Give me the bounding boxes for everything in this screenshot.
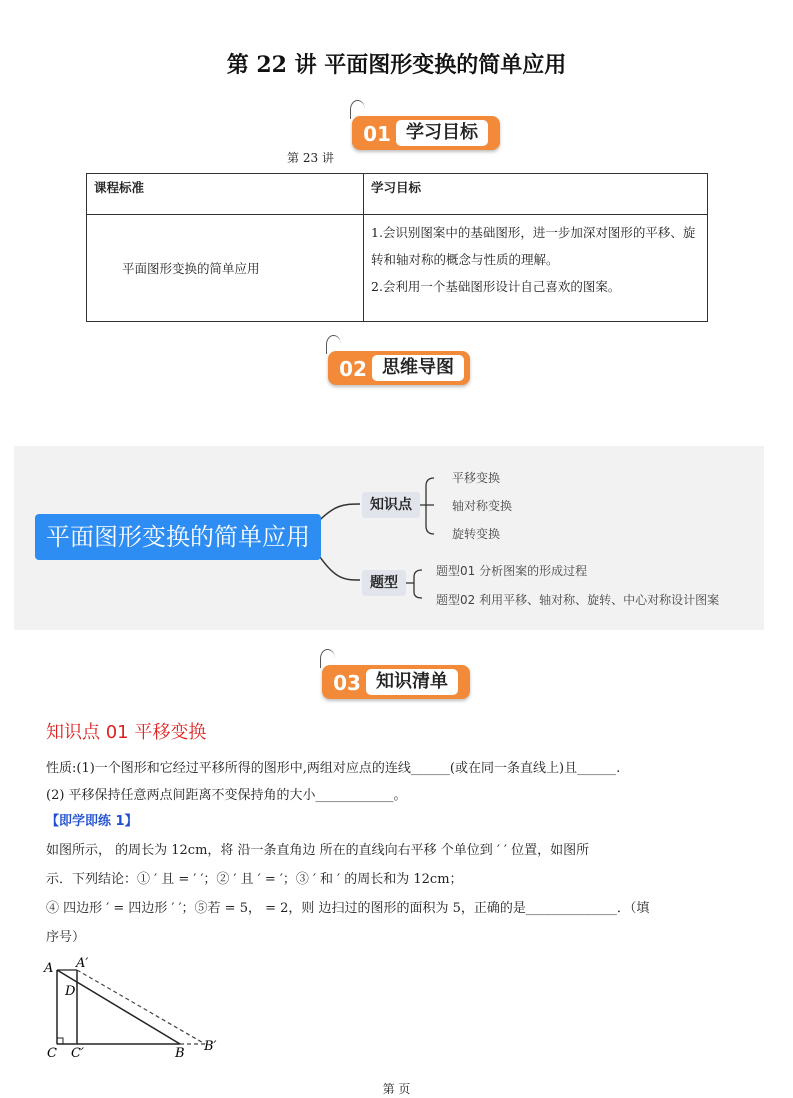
- badge-number: 03: [333, 671, 361, 695]
- lecture-reference: 第 23 讲: [287, 151, 334, 165]
- practice-label: 【即学即练 1】: [46, 814, 138, 829]
- mindmap-node-types: 题型: [362, 570, 406, 596]
- property-line-2: (2) 平移保持任意两点间距离不变保持角的大小____________。: [46, 788, 407, 803]
- section-badge-goals: [352, 116, 500, 152]
- mindmap-central-node: 平面图形变换的简单应用: [35, 514, 321, 560]
- table-cell-standard: 平面图形变换的简单应用: [87, 215, 364, 322]
- mindmap-node-knowledge: 知识点: [362, 492, 420, 518]
- mind-map: [14, 446, 764, 630]
- knowledge-point-title: 知识点 01 平移变换: [46, 722, 207, 743]
- table-header-standard: 课程标准: [87, 174, 364, 215]
- badge-label: 学习目标: [396, 120, 488, 146]
- label-A: A: [44, 961, 54, 976]
- mindmap-leaf: 轴对称变换: [452, 499, 513, 513]
- problem-line: 如图所示， 的周长为 12cm，将 沿一条直角边 所在的直线向右平移 个单位到 ′ ′ 位置，如图所: [46, 843, 590, 858]
- geometry-figure: [40, 954, 240, 1064]
- mindmap-leaf: 题型01 分析图案的形成过程: [436, 564, 588, 578]
- section-badge-mindmap: [328, 351, 470, 387]
- label-A-prime: A′: [76, 956, 89, 971]
- section-badge-knowledge: [322, 665, 470, 701]
- label-B-prime: B′: [204, 1039, 217, 1054]
- mindmap-leaf: 旋转变换: [452, 527, 501, 541]
- page-footer: 第 页: [382, 1082, 411, 1096]
- label-D: D: [65, 984, 76, 999]
- problem-line: 示．下列结论：① ′ 且 = ′ ′；② ′ 且 ′ = ′；③ ′ 和 ′ 的周长和为 12cm；: [46, 872, 463, 887]
- mindmap-leaf: 题型02 利用平移、轴对称、旋转、中心对称设计图案: [436, 593, 720, 607]
- badge-number: 01: [363, 122, 391, 146]
- page-title: 第 22 讲 平面图形变换的简单应用: [226, 52, 567, 78]
- table-cell-goals: [364, 215, 708, 322]
- badge-label: 思维导图: [372, 355, 464, 381]
- label-C-prime: C′: [71, 1046, 84, 1061]
- mindmap-leaf: 平移变换: [452, 471, 501, 485]
- label-C: C: [47, 1046, 57, 1061]
- table-header-goals: 学习目标: [364, 174, 708, 215]
- goal-item: 1.会识别图案中的基础图形，进一步加深对图形的平移、旋转和轴对称的概念与性质的理解。: [371, 225, 696, 267]
- property-line-1: 性质:(1)一个图形和它经过平移所得的图形中,两组对应点的连线______(或在同一条直线上)且______.: [46, 761, 621, 776]
- label-B: B: [175, 1046, 185, 1061]
- badge-number: 02: [339, 357, 367, 381]
- goals-table: [86, 173, 708, 322]
- problem-line: 序号）: [46, 930, 86, 945]
- problem-text: [46, 836, 751, 952]
- badge-label: 知识清单: [366, 669, 458, 695]
- goal-item: 2.会利用一个基础图形设计自己喜欢的图案。: [371, 279, 621, 294]
- problem-line: ④ 四边形 ′ = 四边形 ′ ′；⑤若 = 5， = 2，则 边扫过的图形的面积为 5，正确的是______________．（填: [46, 901, 650, 916]
